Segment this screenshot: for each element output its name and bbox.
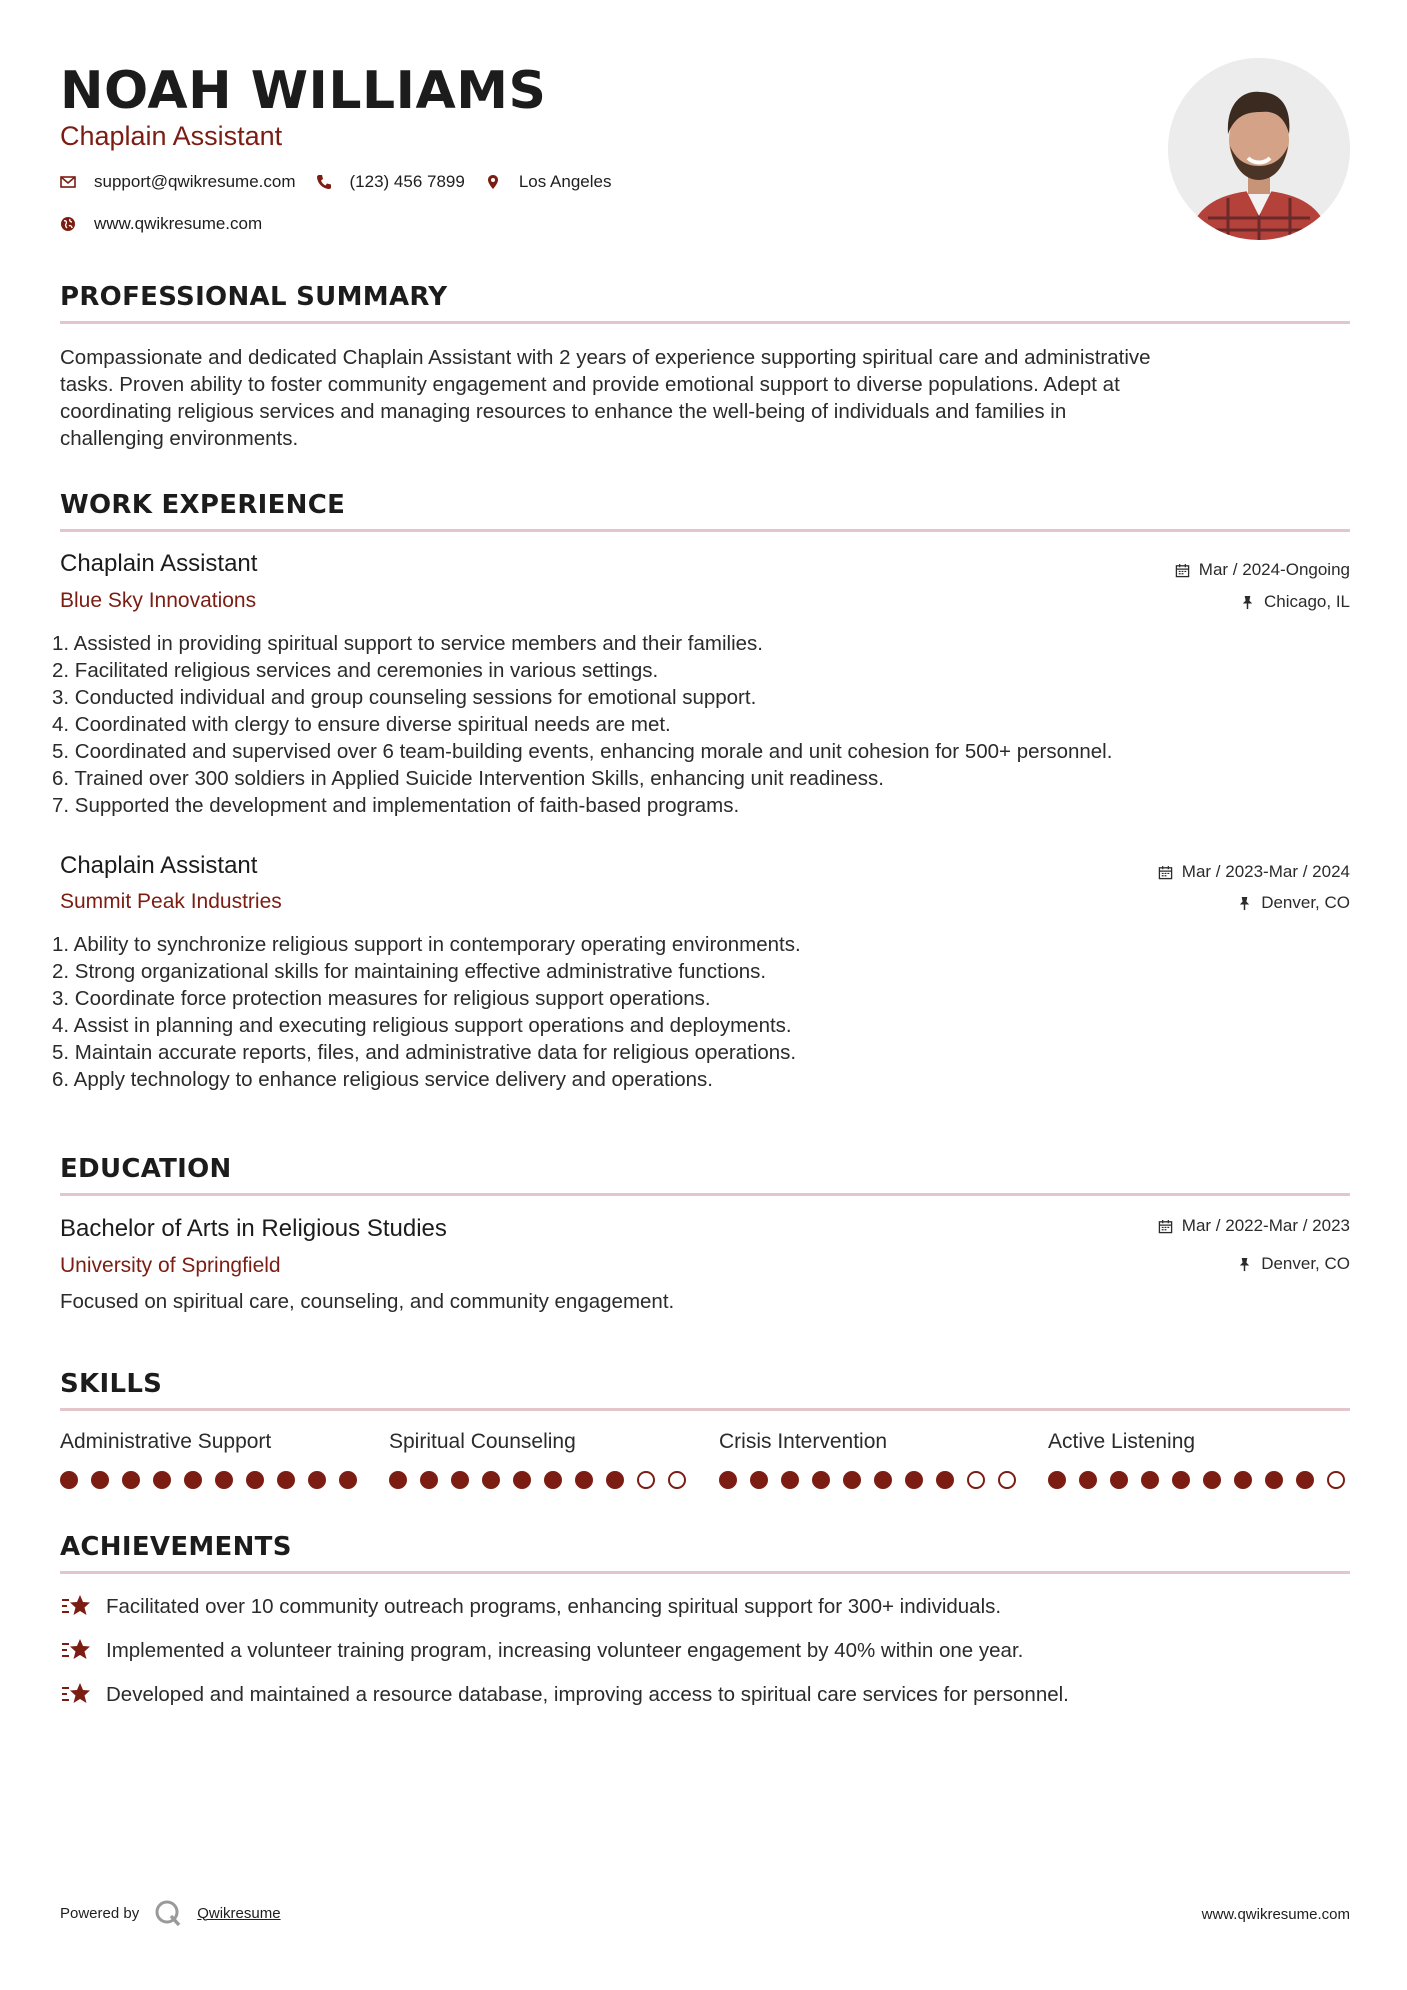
brand-link[interactable]: Qwikresume [197, 1904, 281, 1922]
skill-dot-filled [184, 1471, 202, 1489]
contact-location [485, 172, 612, 192]
skill-dot-filled [719, 1471, 737, 1489]
skill-dot-empty [998, 1471, 1016, 1489]
section-divider [60, 321, 1350, 324]
skill-dot-filled [1265, 1471, 1283, 1489]
skill-item [389, 1428, 689, 1489]
education-dates [1158, 1216, 1350, 1236]
job-company: Summit Peak Industries [60, 890, 282, 913]
skill-dot-filled [482, 1471, 500, 1489]
calendar-icon [1158, 1219, 1173, 1234]
summary-line: Compassionate and dedicated Chaplain Assistant with 2 years of experience supporting spiritual care and administrative [60, 346, 1151, 369]
skill-dot-filled [308, 1471, 326, 1489]
list-item: 3. Conducted individual and group counseling sessions for emotional support. [52, 686, 757, 709]
achievement-item [60, 1680, 1069, 1708]
summary-heading: PROFESSIONAL SUMMARY [60, 282, 448, 312]
skill-dot-filled [339, 1471, 357, 1489]
skill-dot-filled [451, 1471, 469, 1489]
experience-heading: WORK EXPERIENCE [60, 490, 346, 520]
skill-name: Crisis Intervention [719, 1430, 888, 1453]
skill-dot-filled [1234, 1471, 1252, 1489]
skill-dot-filled [420, 1471, 438, 1489]
achievement-item [60, 1636, 1023, 1664]
summary-text [60, 344, 1350, 452]
footer-powered-by [60, 1898, 281, 1928]
list-item: 3. Coordinate force protection measures for religious support operations. [52, 987, 711, 1010]
skill-dot-filled [843, 1471, 861, 1489]
list-item: 1. Assisted in providing spiritual support to service members and their families. [52, 632, 763, 655]
list-item: 2. Facilitated religious services and ceremonies in various settings. [52, 659, 659, 682]
achievement-text: Implemented a volunteer training program, increasing volunteer engagement by 40% within one year. [106, 1638, 1024, 1662]
candidate-title: Chaplain Assistant [60, 121, 283, 151]
skill-rating [389, 1471, 689, 1489]
list-item: 2. Strong organizational skills for maintaining effective administrative functions. [52, 960, 767, 983]
skills-heading: SKILLS [60, 1369, 163, 1399]
contact-website[interactable] [60, 214, 262, 234]
website-text: www.qwikresume.com [94, 214, 263, 233]
list-item: 6. Apply technology to enhance religious service delivery and operations. [52, 1068, 713, 1091]
summary-line: challenging environments. [60, 427, 299, 450]
job-dates [1158, 862, 1350, 882]
contact-row [60, 172, 631, 192]
skill-dot-filled [513, 1471, 531, 1489]
achievement-text: Facilitated over 10 community outreach programs, enhancing spiritual support for 300+ individuals. [106, 1594, 1002, 1618]
job-dates-text: Mar / 2024-Ongoing [1198, 560, 1350, 579]
job-dates [1175, 560, 1350, 580]
section-divider [60, 1571, 1350, 1574]
star-badge-icon [60, 1680, 92, 1708]
skill-dot-filled [781, 1471, 799, 1489]
candidate-name: NOAH WILLIAMS [60, 61, 547, 121]
job-bullets [52, 630, 1342, 819]
skill-dot-filled [153, 1471, 171, 1489]
list-item: 4. Assist in planning and executing religious support operations and deployments. [52, 1014, 792, 1037]
skill-dot-filled [246, 1471, 264, 1489]
summary-line: coordinating religious services and managing resources to enhance the well-being of individuals and families in [60, 400, 1067, 423]
pushpin-icon [1237, 1257, 1252, 1272]
skill-dot-filled [812, 1471, 830, 1489]
list-item: 5. Maintain accurate reports, files, and administrative data for religious operations. [52, 1041, 797, 1064]
job-location [1240, 592, 1350, 612]
list-item: 5. Coordinated and supervised over 6 team-building events, enhancing morale and unit cohesion for 500+ personnel. [52, 740, 1113, 763]
job-title: Chaplain Assistant [60, 852, 258, 879]
profile-photo [1168, 58, 1350, 240]
map-pin-icon [485, 174, 501, 190]
job-bullets [52, 931, 1342, 1093]
list-item: 7. Supported the development and implementation of faith-based programs. [52, 794, 740, 817]
job-location-text: Chicago, IL [1264, 592, 1350, 611]
calendar-icon [1175, 563, 1190, 578]
skill-name: Spiritual Counseling [389, 1430, 576, 1453]
skill-dot-empty [637, 1471, 655, 1489]
skill-dot-filled [606, 1471, 624, 1489]
skill-dot-filled [750, 1471, 768, 1489]
phone-text: (123) 456 7899 [349, 172, 465, 191]
skill-rating [719, 1471, 1019, 1489]
skill-rating [60, 1471, 360, 1489]
list-item: 6. Trained over 300 soldiers in Applied Suicide Intervention Skills, enhancing unit readiness. [52, 767, 884, 790]
job-dates-text: Mar / 2023-Mar / 2024 [1181, 862, 1350, 881]
pushpin-icon [1240, 595, 1255, 610]
skill-dot-filled [936, 1471, 954, 1489]
skill-dot-filled [1296, 1471, 1314, 1489]
skill-dot-filled [1110, 1471, 1128, 1489]
skill-dot-filled [389, 1471, 407, 1489]
footer-website[interactable]: www.qwikresume.com [1201, 1906, 1350, 1923]
skill-dot-filled [1172, 1471, 1190, 1489]
skill-name: Administrative Support [60, 1430, 272, 1453]
list-item: 4. Coordinated with clergy to ensure diverse spiritual needs are met. [52, 713, 671, 736]
section-divider [60, 1408, 1350, 1411]
email-text: support@qwikresume.com [94, 172, 296, 191]
skill-dot-filled [91, 1471, 109, 1489]
pushpin-icon [1237, 896, 1252, 911]
education-location-text: Denver, CO [1261, 1254, 1350, 1273]
education-description: Focused on spiritual care, counseling, and community engagement. [60, 1290, 675, 1313]
skill-dot-empty [967, 1471, 985, 1489]
skill-dot-empty [1327, 1471, 1345, 1489]
contact-phone[interactable] [316, 172, 465, 192]
job-company: Blue Sky Innovations [60, 589, 257, 612]
skill-item [719, 1428, 1019, 1489]
education-dates-text: Mar / 2022-Mar / 2023 [1181, 1216, 1350, 1235]
skill-dot-empty [668, 1471, 686, 1489]
section-divider [60, 1193, 1350, 1196]
education-heading: EDUCATION [60, 1154, 232, 1184]
skill-dot-filled [544, 1471, 562, 1489]
calendar-icon [1158, 865, 1173, 880]
degree-title: Bachelor of Arts in Religious Studies [60, 1215, 447, 1242]
location-text: Los Angeles [518, 172, 612, 191]
powered-by-text: Powered by [60, 1904, 140, 1922]
star-badge-icon [60, 1636, 92, 1664]
skill-dot-filled [122, 1471, 140, 1489]
globe-icon [60, 216, 76, 232]
skill-dot-filled [1141, 1471, 1159, 1489]
skill-dot-filled [1079, 1471, 1097, 1489]
achievement-text: Developed and maintained a resource database, improving access to spiritual care services for personnel. [106, 1682, 1069, 1706]
job-location [1237, 893, 1350, 913]
skill-item [60, 1428, 360, 1489]
contact-email[interactable] [60, 172, 296, 192]
achievements-heading: ACHIEVEMENTS [60, 1532, 292, 1562]
skill-dot-filled [60, 1471, 78, 1489]
skill-item [1048, 1428, 1348, 1489]
education-location [1237, 1254, 1350, 1274]
summary-line: tasks. Proven ability to foster community engagement and provide emotional support to diverse populations. Adept at [60, 373, 1120, 396]
job-location-text: Denver, CO [1261, 893, 1350, 912]
section-divider [60, 529, 1350, 532]
job-title: Chaplain Assistant [60, 550, 258, 577]
skill-dot-filled [874, 1471, 892, 1489]
skill-rating [1048, 1471, 1348, 1489]
contact-row-web [60, 214, 282, 234]
skill-dot-filled [905, 1471, 923, 1489]
phone-icon [316, 174, 332, 190]
achievement-item [60, 1592, 1001, 1620]
skill-name: Active Listening [1048, 1430, 1196, 1453]
skill-dot-filled [575, 1471, 593, 1489]
skill-dot-filled [1203, 1471, 1221, 1489]
skill-dot-filled [215, 1471, 233, 1489]
list-item: 1. Ability to synchronize religious support in contemporary operating environments. [52, 933, 801, 956]
school-name: University of Springfield [60, 1254, 281, 1277]
star-badge-icon [60, 1592, 92, 1620]
qwikresume-logo-icon [153, 1898, 183, 1928]
skill-dot-filled [277, 1471, 295, 1489]
skill-dot-filled [1048, 1471, 1066, 1489]
envelope-icon [60, 174, 76, 190]
